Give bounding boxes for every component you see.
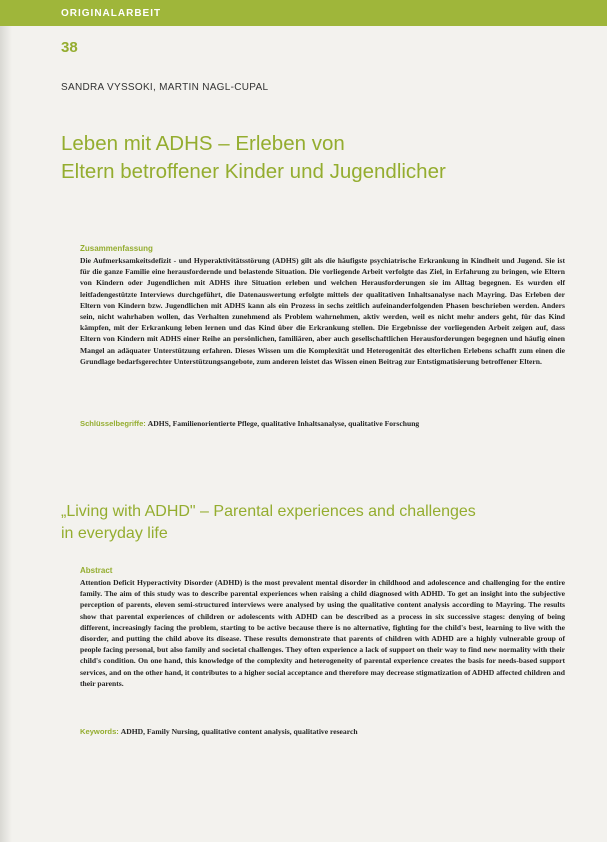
english-title [61, 501, 581, 545]
english-title-line-2: in everyday life [61, 525, 168, 542]
german-abstract-heading: Zusammenfassung [80, 244, 153, 253]
german-keywords [80, 418, 565, 429]
english-abstract-text: Attention Deficit Hyperactivity Disorder (ADHD) is the most prevalent mental disorder in childhood and adolescence and challenging for the entire family. The aim of this study was to describe parental experiences when raising a child diagnosed with ADHD. To get an insight into the subjective perception of parents, eleven semi-structured interviews were analysed by using the qualitative content analysis according to Mayring. The results show that parental experiences of children or adolescents with ADHD can be described as a process in six successive stages: denying of being different, increasingly facing the problem, starting to be active because there is no alternative, fighting for the child's best, learning to live with the disorder, and putting the child above its disease. These results demonstrate that parents of children with ADHD are a highly vulnerable group of people facing personal, but also family and societal challenges. They often experience a lack of support on their way to find new normality with their child's condition. On one hand, this knowledge of the complexity and heterogeneity of parental experience creates the basis for needs-based support services, and on the other hand, it contributes to a higher social acceptance and therefore may decrease stigmatization of ADHD affected children and their parents. [80, 578, 565, 688]
german-abstract-text: Die Aufmerksamkeitsdefizit - und Hyperaktivitätsstörung (ADHS) gilt als die häufigste psychiatrische Erkrankung in Kindheit und Jugend. Sie ist für die ganze Familie eine herausfordernde und belastende Situation. Die vorliegende Arbeit verfolgte das Ziel, in Erfahrung zu bringen, wie Eltern von Kindern oder Jugendlichen mit ADHS ihre Situation erleben und welchen Herausforderungen sie im Alltag begegnen. Es wurden elf leitfadengestützte Interviews durchgeführt, die Datenauswertung erfolgte mittels der qualitativen Inhaltsanalyse nach Mayring. Das Erleben der Eltern von Kindern bzw. Jugendlichen mit ADHS kann als ein Prozess in sechs zeitlich aufeinanderfolgenden Phasen beschrieben werden. Anders sein, nicht wahrhaben wollen, das Verhalten zunehmend als Problem wahrnehmen, aktiv werden, weil es nicht mehr anders geht, für das Kind kämpfen, mit der Erkrankung leben lernen und das Kind über die Erkrankung stellen. Die Ergebnisse der vorliegenden Arbeit zeigen auf, dass Eltern von Kindern mit ADHS einer Reihe an persönlichen, familiären, aber auch gesellschaftlichen Herausforderungen begegnen und häufig einen Mangel an adäquater Unterstützung erfahren. Dieses Wissen um die Komplexität und Heterogenität des elterlichen Erlebens schafft zum einen die Grundlage bedarfsgerechter Unterstützungsangebote, zum anderen leistet das Wissen einen Beitrag zur Entstigmatisierung betroffener Eltern. [80, 256, 565, 366]
german-abstract [80, 243, 565, 367]
section-label: ORIGINALARBEIT [61, 8, 162, 19]
english-keywords-text: ADHD, Family Nursing, qualitative content analysis, qualitative research [120, 727, 358, 736]
german-keywords-text: ADHS, Familienorientierte Pflege, qualitative Inhaltsanalyse, qualitative Forschung [147, 419, 420, 428]
english-keywords [80, 726, 565, 737]
page-number: 38 [61, 39, 78, 56]
german-title-line-1: Leben mit ADHS – Erleben von [61, 132, 345, 155]
authors: SANDRA VYSSOKI, MARTIN NAGL-CUPAL [61, 82, 269, 93]
english-keywords-label: Keywords: [80, 727, 119, 736]
german-title-line-2: Eltern betroffener Kinder und Jugendlicher [61, 160, 446, 183]
english-abstract-heading: Abstract [80, 566, 113, 575]
english-title-line-1: „Living with ADHD" – Parental experiences and challenges [61, 503, 476, 520]
german-keywords-label: Schlüsselbegriffe: [80, 419, 146, 428]
page-fold-shadow [0, 26, 12, 842]
german-title [61, 130, 581, 186]
english-abstract [80, 565, 565, 689]
